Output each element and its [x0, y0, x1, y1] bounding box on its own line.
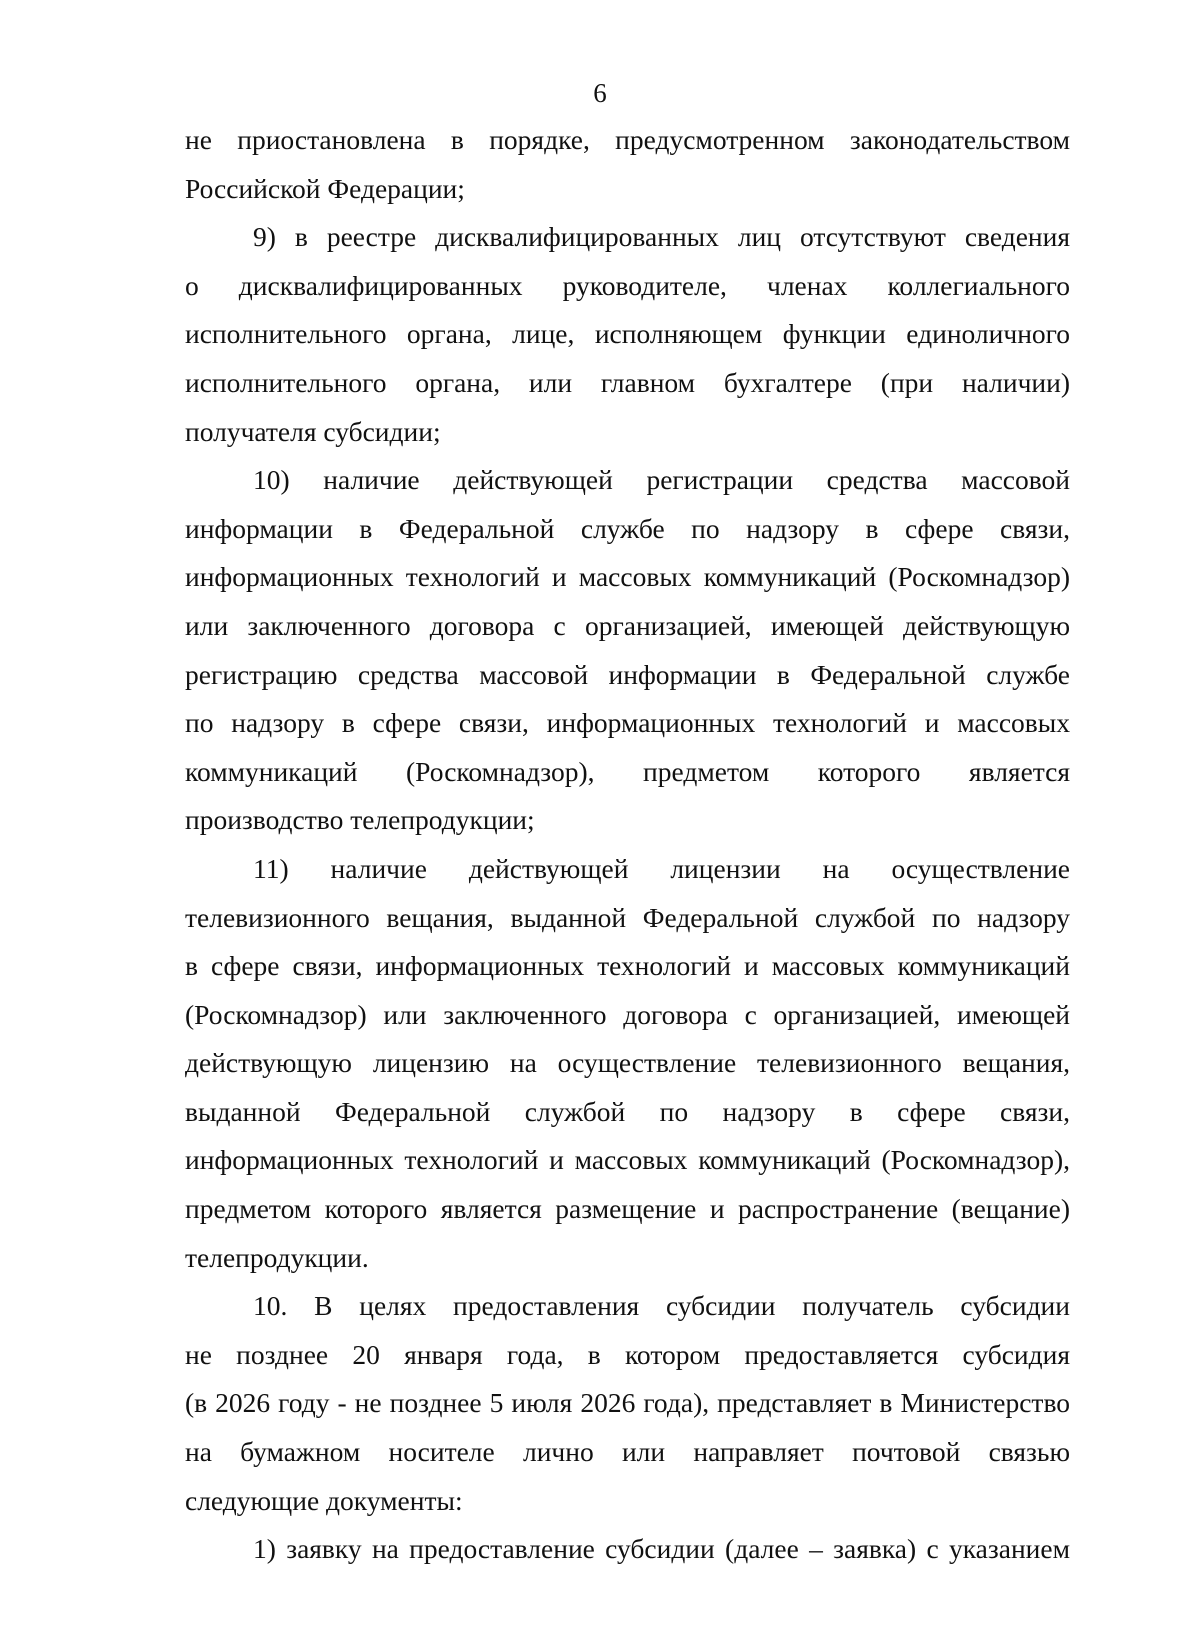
text-line: (в 2026 году - не позднее 5 июля 2026 года), представляет в Министерство	[185, 1387, 1070, 1419]
text-line: действующую лицензию на осуществление телевизионного вещания,	[185, 1047, 1070, 1079]
text-line: информации в Федеральной службе по надзору в сфере связи,	[185, 512, 1070, 544]
text-line: следующие документы:	[185, 1484, 463, 1516]
text-line: о дисквалифицированных руководителе, членах коллегиального	[185, 269, 1070, 301]
text-line: в сфере связи, информационных технологий и массовых коммуникаций	[185, 950, 1070, 982]
text-line: регистрацию средства массовой информации в Федеральной службе	[185, 658, 1070, 690]
text-line: 9) в реестре дисквалифицированных лиц отсутствуют сведения	[253, 221, 1070, 253]
text-line: производство телепродукции;	[185, 804, 535, 836]
text-line: не приостановлена в порядке, предусмотренном законодательством	[185, 124, 1070, 155]
text-line: не позднее 20 января года, в котором предоставляется субсидия	[185, 1338, 1070, 1370]
text-line: исполнительного органа, или главном бухгалтере (при наличии)	[185, 366, 1070, 398]
document-body	[185, 116, 1070, 1574]
text-line: информационных технологий и массовых коммуникаций (Роскомнадзор)	[185, 561, 1070, 593]
text-line: на бумажном носителе лично или направляет почтовой связью	[185, 1436, 1070, 1468]
text-line: или заключенного договора с организацией, имеющей действующую	[185, 609, 1070, 641]
text-line: получателя субсидии;	[185, 415, 441, 447]
text-line: исполнительного органа, лице, исполняющем функции единоличного	[185, 318, 1070, 350]
page-number: 6	[593, 78, 607, 108]
text-line: предметом которого является размещение и распространение (вещание)	[185, 1193, 1070, 1225]
text-line: (Роскомнадзор) или заключенного договора с организацией, имеющей	[185, 998, 1070, 1030]
text-line: телепродукции.	[185, 1241, 369, 1273]
text-line: 10. В целях предоставления субсидии получатель субсидии	[253, 1290, 1070, 1322]
text-line: коммуникаций (Роскомнадзор), предметом которого является	[185, 755, 1070, 787]
text-line: по надзору в сфере связи, информационных технологий и массовых	[185, 707, 1070, 739]
text-line: Российской Федерации;	[185, 172, 465, 204]
text-line: выданной Федеральной службой по надзору в сфере связи,	[185, 1095, 1070, 1127]
text-line: 1) заявку на предоставление субсидии (далее – заявка) с указанием	[253, 1533, 1070, 1565]
text-line: 11) наличие действующей лицензии на осуществление	[253, 852, 1070, 884]
text-line: 10) наличие действующей регистрации средства массовой	[253, 464, 1070, 496]
text-line: информационных технологий и массовых коммуникаций (Роскомнадзор),	[185, 1144, 1070, 1176]
text-line: телевизионного вещания, выданной Федеральной службой по надзору	[185, 901, 1070, 933]
